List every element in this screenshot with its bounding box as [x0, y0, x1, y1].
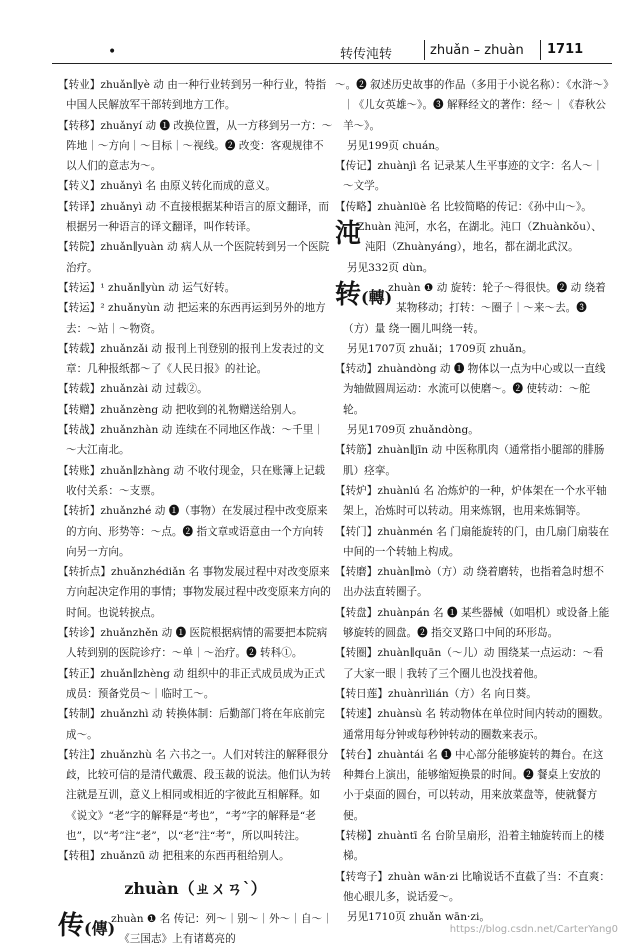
dictionary-entry: 【转业】zhuǎn∥yè 动 由一种行业转到另一种行业，特指中国人民解放军干部转到地方工作。: [58, 79, 327, 112]
see-also: 另见1710页 zhuǎn wān·zi。: [347, 911, 490, 924]
dictionary-entry: 【转诊】zhuǎnzhěn 动 ❶ 医院根据病情的需要把本院病人转到别的医院诊疗：～单｜～治疗。❷ 转科①。: [58, 627, 328, 660]
header-heads: 转传沌转: [340, 47, 393, 62]
dictionary-entry: 【转折点】zhuǎnzhédiǎn 名 事物发展过程中对改变原来方向起决定作用的事情；事物发展过程中改变原来方向的时间。也说转捩点。: [58, 566, 331, 619]
dictionary-entry: 【转译】zhuǎnyì 动 不直接根据某种语言的原文翻译，而根据另一种语言的译文翻译，叫作转译。: [58, 200, 329, 234]
zhuan-definition: zhuàn ❶ 动 旋转：轮子～得很快。❷ 动 绕着某物移动；打转：～圈子｜～来～去。❸（方）量 绕一圈儿叫绕一转。: [343, 281, 606, 335]
header-rule: [52, 63, 612, 64]
dictionary-entry: 【转弯子】zhuàn wān·zi 比喻说话不直截了当：不直爽：他心眼儿多，说话爱～。: [335, 870, 610, 903]
see-also: 另见1709页 zhuǎndòng。: [347, 424, 479, 437]
header-divider: [540, 40, 541, 60]
left-column: [58, 75, 333, 949]
watermark: https://blog.csdn.net/CarterYang0: [449, 924, 618, 935]
dictionary-entry: 【转义】zhuǎnyì 名 由原义转化而成的意义。: [58, 180, 276, 193]
pinyin-heading: zhuàn（ㄓㄨㄢˋ）: [124, 878, 267, 898]
dictionary-entry: 【转台】zhuàntái 名 ❶ 中心部分能够旋转的舞台。在这种舞台上演出，能够缩短换景的时间。❷ 餐桌上安放的小于桌面的圆台，可以转动，用来放菜盘等，使就餐方便。: [335, 748, 604, 822]
entry-dun: [335, 217, 610, 278]
dictionary-entry: 【转载】zhuǎnzài 动 过载②。: [58, 383, 208, 396]
dictionary-entry: 【转动】zhuàndòng 动 ❶ 物体以一点为中心或以一直线为轴做圆周运动：水流可以使磨～。❷ 使转动：～舵轮。: [335, 363, 606, 416]
dictionary-entry: 【转盘】zhuànpán 名 ❶ 某些器械（如唱机）或设备上能够旋转的圆盘。❷ 指交叉路口中间的环形岛。: [335, 606, 610, 640]
dictionary-entry: 【转速】zhuànsù 名 转动物体在单位时间内转动的圈数。通常用每分钟或每秒钟转动的圈数来表示。: [335, 708, 609, 741]
dictionary-entry: 【转炉】zhuànlú 名 冶炼炉的一种，炉体架在一个水平轴架上，冶炼时可以转动。用来炼钢，也用来炼铜等。: [335, 484, 607, 518]
header-range: zhuǎn – zhuàn: [430, 43, 524, 58]
dictionary-entry: 【转账】zhuǎn∥zhàng 动 不收付现金，只在账簿上记载收付关系：～支票。: [58, 464, 326, 497]
head-char-chuan: 传(傳): [58, 910, 116, 941]
dictionary-entry: 【转赠】zhuǎnzèng 动 把收到的礼物赠送给别人。: [58, 403, 303, 416]
entry-zhuan: [335, 278, 610, 359]
see-also: 另见199页 chuán。: [347, 139, 446, 152]
dictionary-entry: 【转运】¹ zhuǎn∥yùn 动 运气好转。: [58, 281, 236, 294]
dictionary-entry: 【转注】zhuǎnzhù 名 六书之一。人们对转注的解释很分歧，比较可信的是清代戴震、段玉裁的说法。他们认为转注就是互训，意义上相同或相近的字彼此互相解释。如《说文》“老”字的解释是“考也”，“考”字的解释是“老也”，以“考”注“老”，以“老”注“考”，所以叫转注。: [58, 748, 331, 842]
dictionary-entry: 【转筋】zhuàn∥jīn 动 中医称肌肉（通常指小腿部的腓肠肌）痉挛。: [335, 444, 605, 477]
dictionary-entry: 【转门】zhuànmén 名 门扇能旋转的门，由几扇门扇装在中间的一个转轴上构成。: [335, 525, 610, 558]
dun-see-also: 另见332页 dùn。: [347, 261, 434, 274]
dun-definition: Zhuàn 沌河，水名，在湖北。沌口（Zhuànkǒu）、沌阳（Zhuànyáng），地名，都在湖北武汉。: [357, 221, 602, 254]
dictionary-entry: 【转日莲】zhuànrìlián（方）名 向日葵。: [335, 687, 537, 700]
right-column: [335, 75, 610, 927]
dictionary-entry: 【传略】zhuànlüè 名 比较简略的传记：《孙中山～》。: [335, 200, 592, 213]
dictionary-entry: 【传记】zhuànjì 名 记录某人生平事迹的文字：名人～｜～文学。: [335, 160, 604, 193]
dictionary-entry: 【转正】zhuǎn∥zhèng 动 组织中的非正式成员成为正式成员：预备党员～｜临时工～。: [58, 667, 325, 700]
zhuan-see-also: 另见1707页 zhuǎi；1709页 zhuǎn。: [347, 342, 533, 355]
header-divider: [424, 40, 425, 60]
page-number: 1711: [547, 42, 584, 57]
head-char-zhuan: 转(轉): [335, 279, 393, 310]
dictionary-entry: 【转租】zhuǎnzū 动 把租来的东西再租给别人。: [58, 850, 290, 863]
dictionary-entry: 【转战】zhuǎnzhàn 动 连续在不同地区作战：～千里｜～大江南北。: [58, 424, 324, 457]
chuan-definition: zhuàn ❶ 名 传记：列～｜别～｜外～｜自～｜《三国志》上有诸葛亮的: [111, 912, 333, 946]
dictionary-entry: 【转移】zhuǎnyí 动 ❶ 改换位置，从一方移到另一方：～阵地｜～方向｜～目标｜～视线。❷ 改变：客观规律不以人们的意志为～。: [58, 119, 333, 173]
dictionary-entry: 【转制】zhuǎnzhì 动 转换体制：后勤部门将在年底前完成～。: [58, 708, 325, 741]
dictionary-entry: 【转载】zhuǎnzǎi 动 报刊上刊登别的报刊上发表过的文章：几种报纸都～了《人民日报》的社论。: [58, 342, 325, 376]
page-header: [340, 40, 610, 62]
dictionary-entry: 【转圈】zhuàn∥quān（～儿）动 围绕某一点运动：～看了大家一眼｜我转了三个圈儿也没找着他。: [335, 647, 604, 680]
dictionary-entry: 【转院】zhuǎn∥yuàn 动 病人从一个医院转到另一个医院治疗。: [58, 241, 330, 274]
dictionary-entry: ～。❷ 叙述历史故事的作品（多用于小说名称）：《水浒～》｜《儿女英雄～》。❸ 解释经文的著作：经～｜《春秋公羊～》。: [335, 79, 609, 132]
head-char-dun: 沌: [335, 219, 362, 250]
entry-chuan: [58, 909, 333, 949]
dictionary-entry: 【转磨】zhuàn∥mò（方）动 绕着磨转，也指着急时想不出办法直转圈子。: [335, 566, 604, 599]
bullet-mark: •: [108, 44, 117, 60]
dictionary-entry: 【转折】zhuǎnzhé 动 ❶（事物）在发展过程中改变原来的方向、形势等：～点。❷ 指文章或语意由一个方向转向另一方向。: [58, 505, 328, 558]
dictionary-entry: 【转运】² zhuǎnyùn 动 把运来的东西再运到另外的地方去：～站｜～物资。: [58, 302, 326, 335]
dictionary-entry: 【转梯】zhuàntī 名 台阶呈扇形，沿着主轴旋转而上的楼梯。: [335, 829, 605, 863]
